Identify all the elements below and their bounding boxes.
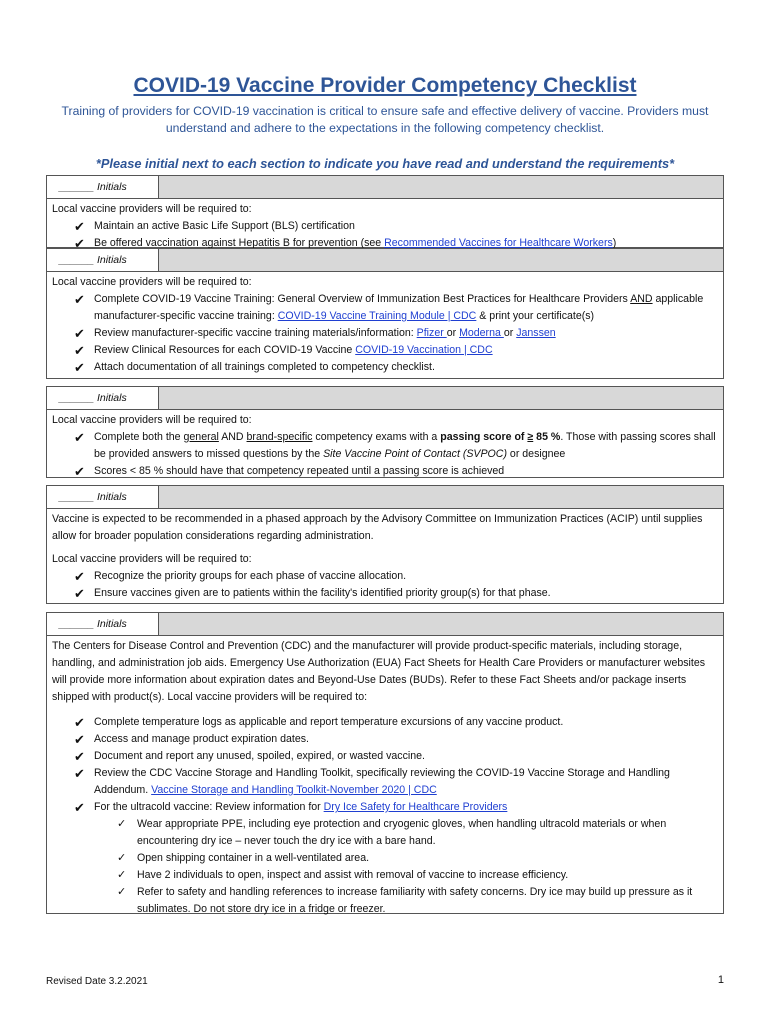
section-intro: Local vaccine providers will be required to: bbox=[52, 553, 252, 565]
list-item: ✔ Scores < 85 % should have that competency repeated until a passing score is achieved bbox=[74, 464, 505, 479]
storage-handling-toolkit-link[interactable]: Vaccine Storage and Handling Toolkit-November 2020 | CDC bbox=[151, 784, 437, 796]
list-item: ✔ Review the CDC Vaccine Storage and Handling Toolkit, specifically reviewing the COVID-19 Vaccine Storage and Handling Addendum. Vaccine Storage and Handling Toolkit-November 2020 | CDC bbox=[74, 766, 670, 796]
section-5-header bbox=[47, 613, 723, 636]
section-intro: Local vaccine providers will be required to: bbox=[52, 203, 252, 215]
janssen-link[interactable]: Janssen bbox=[516, 327, 556, 339]
checkmark-icon: ✔ bbox=[74, 749, 85, 764]
covid-vaccination-cdc-link[interactable]: COVID-19 Vaccination | CDC bbox=[355, 344, 493, 356]
header-fill bbox=[159, 176, 723, 198]
checkmark-icon: ✔ bbox=[74, 569, 85, 584]
section-1 bbox=[46, 175, 724, 251]
check-icon: ✓ bbox=[117, 886, 127, 898]
list-item: ✔ Complete temperature logs as applicable and report temperature excursions of any vaccine product. bbox=[74, 715, 564, 730]
check-icon: ✓ bbox=[117, 818, 127, 830]
section-1-header bbox=[47, 176, 723, 199]
section-intro: Local vaccine providers will be required to: bbox=[52, 414, 252, 426]
sub-list-item: ✓ Refer to safety and handling references to increase familiarity with safety concerns. Dry ice may build up pressure as it sublimates. Do not store dry ice in a fridge or freezer. bbox=[117, 886, 693, 915]
initials-field[interactable]: ______ Initials bbox=[47, 176, 159, 198]
sub-list-item: ✓ Have 2 individuals to open, inspect and assist with removal of vaccine to increase efficiency. bbox=[117, 867, 717, 884]
list-item: ✔ Maintain an active Basic Life Support (BLS) certification bbox=[74, 219, 355, 234]
list-item: ✔ Review Clinical Resources for each COVID-19 Vaccine COVID-19 Vaccination | CDC bbox=[74, 343, 493, 358]
checkmark-icon: ✔ bbox=[74, 430, 85, 445]
page-subtitle: Training of providers for COVID-19 vaccination is critical to ensure safe and effective delivery of vaccine. Providers must understand and adhere to the expectations in the following competency checklist. bbox=[61, 104, 709, 135]
checkmark-icon: ✔ bbox=[74, 360, 85, 375]
checkmark-icon: ✔ bbox=[74, 343, 85, 358]
list-item: ✔ Attach documentation of all trainings completed to competency checklist. bbox=[74, 360, 435, 375]
section-paragraph: The Centers for Disease Control and Prevention (CDC) and the manufacturer will provide product-specific materials, including storage, handling, and administration job aids. Emergency Use Authorization (EUA) Fact Sheets for Health Care Providers or manufacturer websites will provide more information about expiration dates and Beyond-Use Dates (BUDs). Refer to these Fact Sheets and/or package inserts shipped with product(s). Local vaccine providers will be required to: bbox=[52, 640, 706, 703]
section-2-header bbox=[47, 249, 723, 272]
section-3 bbox=[46, 386, 724, 478]
list-item: ✔ Review manufacturer-specific vaccine training materials/information: Pfizer or Moderna or Janssen bbox=[74, 326, 556, 341]
moderna-link[interactable]: Moderna bbox=[459, 327, 504, 339]
section-4 bbox=[46, 485, 724, 604]
initials-field[interactable]: ______ Initials bbox=[47, 486, 159, 508]
section-5 bbox=[46, 612, 724, 914]
check-icon: ✓ bbox=[117, 869, 127, 881]
list-item: ✔ Document and report any unused, spoiled, expired, or wasted vaccine. bbox=[74, 749, 425, 764]
section-2 bbox=[46, 248, 724, 379]
list-item: ✔ Complete COVID-19 Vaccine Training: General Overview of Immunization Best Practices for Healthcare Providers AND applicable manufacturer-specific vaccine training: COVID-19 Vaccine Training Module | CDC & print your certificate(s) bbox=[74, 292, 704, 322]
list-item: ✔ For the ultracold vaccine: Review information for Dry Ice Safety for Healthcare Providers ✓ Wear appropriate PPE, including eye protection and cryogenic gloves, when handling ultracold materials or when encountering dry ice – never touch the dry ice with a bare hand. ✓ Open shipping container in a well-ventilated area. ✓ Have 2 individuals to open, inspect and assist with removal of vaccine to increase efficiency. ✓ Refer to safety and handling references to increase familiarity with safety concerns. Dry ice may build up pressure as it sublimates. Do not store dry ice in a fridge or freezer. bbox=[74, 799, 717, 918]
list-item: ✔ Access and manage product expiration dates. bbox=[74, 732, 309, 747]
checkmark-icon: ✔ bbox=[74, 732, 85, 747]
dry-ice-safety-link[interactable]: Dry Ice Safety for Healthcare Providers bbox=[323, 801, 508, 813]
recommended-vaccines-link[interactable]: Recommended Vaccines for Healthcare Workers bbox=[384, 237, 613, 249]
initials-field[interactable]: ______ Initials bbox=[47, 249, 159, 271]
checkmark-icon: ✔ bbox=[74, 326, 85, 341]
checkmark-icon: ✔ bbox=[74, 800, 85, 815]
header-fill bbox=[159, 613, 723, 635]
header-fill bbox=[159, 249, 723, 271]
checkmark-icon: ✔ bbox=[74, 464, 85, 479]
initials-field[interactable]: ______ Initials bbox=[47, 387, 159, 409]
revised-date: Revised Date 3.2.2021 bbox=[46, 976, 148, 987]
check-icon: ✓ bbox=[117, 852, 127, 864]
section-intro: Local vaccine providers will be required to: bbox=[52, 276, 252, 288]
checkmark-icon: ✔ bbox=[74, 219, 85, 234]
section-4-header bbox=[47, 486, 723, 509]
checkmark-icon: ✔ bbox=[74, 236, 85, 251]
section-paragraph: Vaccine is expected to be recommended in a phased approach by the Advisory Committee on Immunization Practices (ACIP) until supplies allow for broader population considerations regarding administration. bbox=[52, 513, 703, 542]
sub-list-item: ✓ Open shipping container in a well-ventilated area. bbox=[117, 850, 717, 867]
pfizer-link[interactable]: Pfizer bbox=[416, 327, 447, 339]
checkmark-icon: ✔ bbox=[74, 586, 85, 601]
vaccine-training-module-link[interactable]: COVID-19 Vaccine Training Module | CDC bbox=[277, 310, 477, 322]
page-number: 1 bbox=[717, 974, 724, 986]
page-title: COVID-19 Vaccine Provider Competency Checklist bbox=[133, 74, 637, 97]
initials-field[interactable]: ______ Initials bbox=[47, 613, 159, 635]
section-3-header bbox=[47, 387, 723, 410]
header-fill bbox=[159, 486, 723, 508]
list-item: ✔ Recognize the priority groups for each phase of vaccine allocation. bbox=[74, 569, 407, 584]
list-item: ✔ Be offered vaccination against Hepatitis B for prevention (see Recommended Vaccines for Healthcare Workers) bbox=[74, 236, 617, 251]
list-item: ✔ Ensure vaccines given are to patients within the facility's identified priority group(s) for that phase. bbox=[74, 586, 551, 601]
header-fill bbox=[159, 387, 723, 409]
checkmark-icon: ✔ bbox=[74, 766, 85, 781]
checkmark-icon: ✔ bbox=[74, 715, 85, 730]
list-item: ✔ Complete both the general AND brand-specific competency exams with a passing score of ≥ 85 %. Those with passing scores shall be provided answers to missed questions by the Site Vaccine Point of Contact (SVPOC) or designee bbox=[74, 430, 716, 460]
sub-list-item: ✓ Wear appropriate PPE, including eye protection and cryogenic gloves, when handling ultracold materials or when encountering dry ice – never touch the dry ice with a bare hand. bbox=[117, 818, 667, 847]
checkmark-icon: ✔ bbox=[74, 292, 85, 307]
instruction-text: *Please initial next to each section to indicate you have read and understand the requirements* bbox=[95, 156, 675, 171]
